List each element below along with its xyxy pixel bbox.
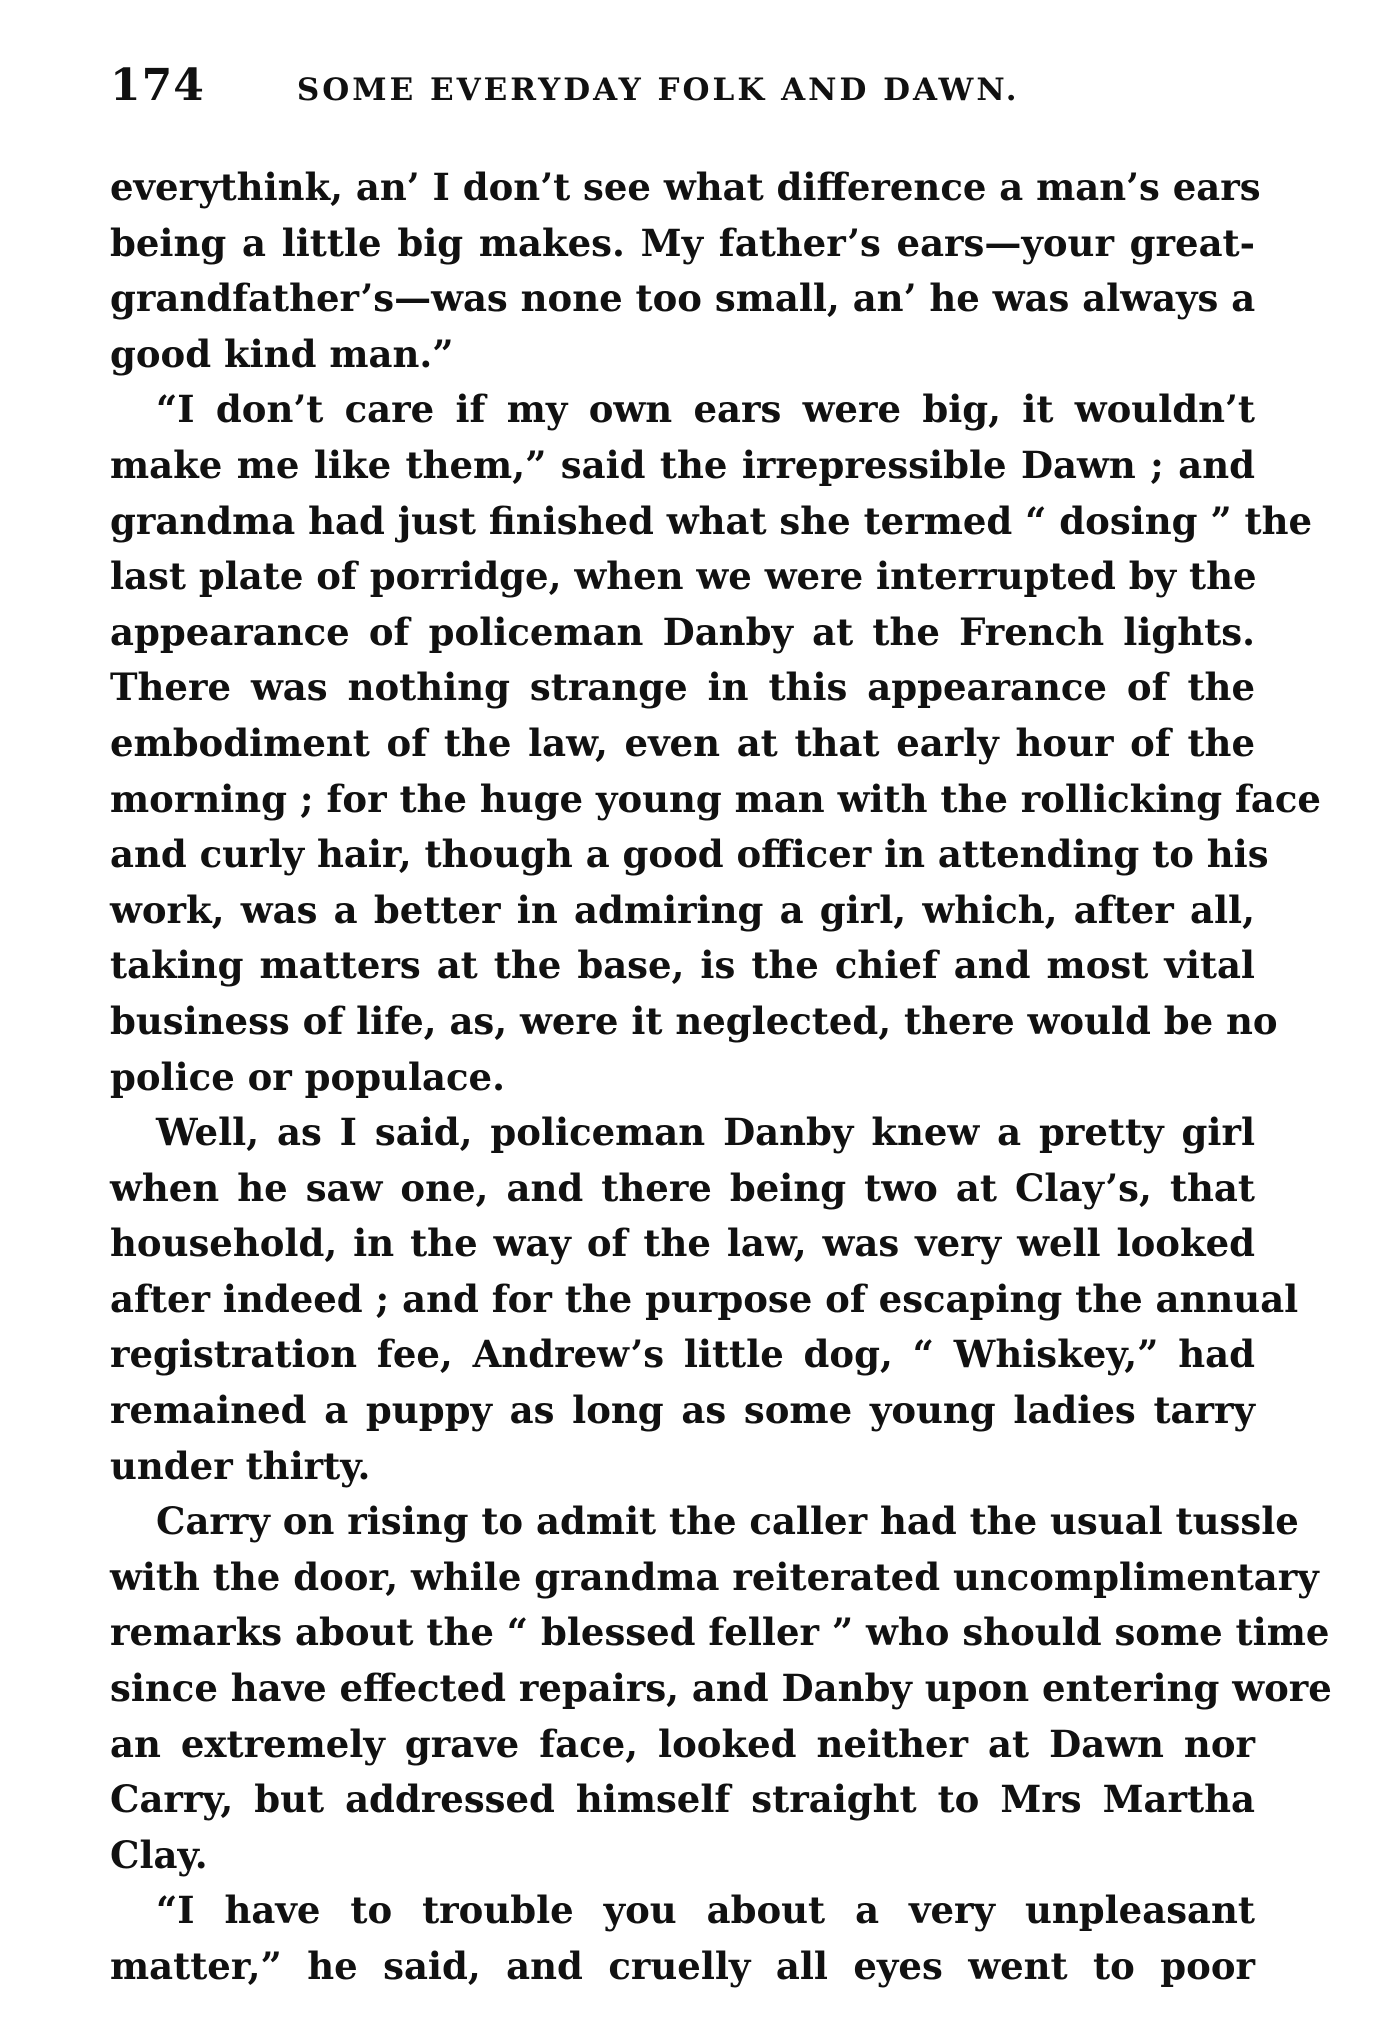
text-line: after indeed ; and for the purpose of escaping the annual	[110, 1276, 1299, 1321]
text-line: Clay.	[110, 1832, 208, 1877]
text-line: with the door, while grandma reiterated uncomplimentary	[110, 1554, 1319, 1599]
text-line: taking matters at the base, is the chief and most vital	[110, 943, 1255, 988]
text-line: under thirty.	[110, 1443, 371, 1488]
text-line: remarks about the “ blessed feller ” who should some time	[110, 1610, 1330, 1655]
text-line: morning ; for the huge young man with the rollicking face	[110, 776, 1321, 821]
text-line: grandfather’s—was none too small, an’ he was always a	[110, 276, 1256, 321]
text-line: everythink, an’ I don’t see what difference a man’s ears	[110, 165, 1261, 209]
text-line: appearance of policeman Danby at the French lights.	[110, 609, 1255, 654]
text-line: last plate of porridge, when we were interrupted by the	[110, 554, 1257, 599]
text-line: business of life, as, were it neglected, there would be no	[110, 998, 1278, 1043]
text-line: There was nothing strange in this appearance of the	[110, 665, 1255, 710]
text-line: good kind man.”	[110, 331, 454, 376]
text-line: make me like them,” said the irrepressible Dawn ; and	[110, 442, 1255, 487]
text-line: being a little big makes. My father’s ears—your great-	[110, 220, 1255, 265]
text-line: Carry on rising to admit the caller had the usual tussle	[156, 1499, 1299, 1544]
text-line: work, was a better in admiring a girl, which, after all,	[110, 887, 1255, 932]
text-line: Well, as I said, policeman Danby knew a pretty girl	[156, 1110, 1255, 1155]
text-line: “I have to trouble you about a very unpleasant	[156, 1888, 1255, 1933]
text-line: grandma had just finished what she termed “ dosing ” the	[110, 498, 1313, 543]
text-line: remained a puppy as long as some young ladies tarry	[110, 1388, 1255, 1433]
body-text	[110, 160, 1332, 1995]
text-line: when he saw one, and there being two at Clay’s, that	[110, 1165, 1255, 1210]
page-number: 174	[110, 60, 205, 111]
text-line: matter,” he said, and cruelly all eyes went to poor	[110, 1944, 1255, 1988]
text-line: embodiment of the law, even at that early hour of the	[110, 720, 1255, 765]
text-line: Carry, but addressed himself straight to Mrs Martha	[110, 1777, 1255, 1822]
text-line: registration fee, Andrew’s little dog, “ Whiskey,” had	[110, 1332, 1255, 1377]
text-line: police or populace.	[110, 1054, 505, 1099]
text-line: household, in the way of the law, was very well looked	[110, 1221, 1255, 1266]
text-line: “I don’t care if my own ears were big, it wouldn’t	[156, 387, 1255, 432]
page-header	[110, 60, 1260, 120]
text-line: and curly hair, though a good officer in attending to his	[110, 832, 1269, 877]
running-title: SOME EVERYDAY FOLK AND DAWN.	[296, 72, 1020, 108]
text-line: since have effected repairs, and Danby upon entering wore	[110, 1666, 1332, 1711]
text-line: an extremely grave face, looked neither at Dawn nor	[110, 1721, 1255, 1766]
